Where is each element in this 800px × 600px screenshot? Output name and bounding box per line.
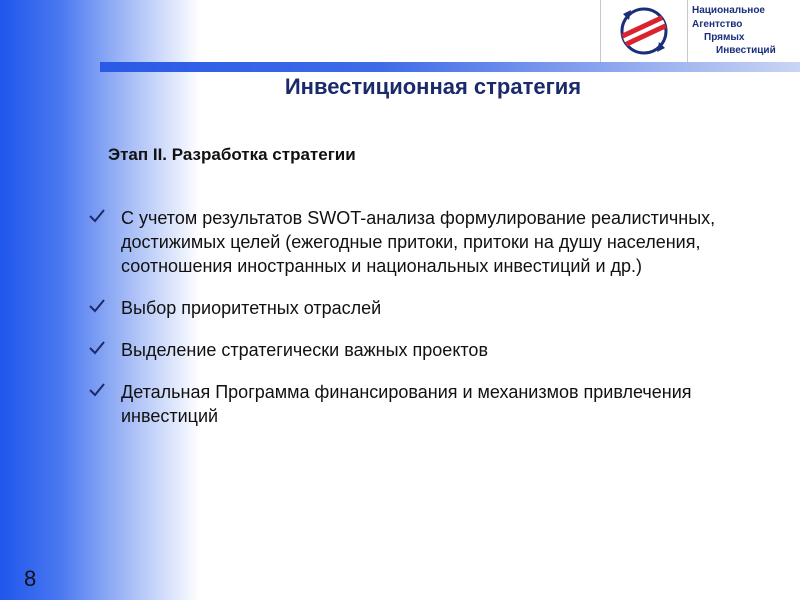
- checkmark-icon: [88, 381, 106, 399]
- stage-heading: Этап II. Разработка стратегии: [108, 145, 356, 164]
- bullet-text: С учетом результатов SWOT-анализа формулирование реалистичных, достижимых целей (ежегодные притоки, притоки на душу населения, соотношения иностранных и национальных инвестиций и др.): [121, 208, 716, 276]
- checkmark-icon: [88, 297, 106, 315]
- bullet-text: Выделение стратегически важных проектов: [121, 340, 489, 360]
- logo-text-line: Национальное: [692, 5, 765, 16]
- logo-text-line: Прямых: [704, 32, 745, 43]
- bullet-list: [88, 206, 728, 446]
- bullet-item: [88, 206, 728, 278]
- logo-text-line: Инвестиций: [716, 45, 776, 56]
- bullet-text: Выбор приоритетных отраслей: [121, 298, 382, 318]
- bullet-item: [88, 296, 728, 320]
- checkmark-icon: [88, 339, 106, 357]
- napi-emblem-icon: [601, 0, 687, 62]
- bullet-item: [88, 380, 728, 428]
- slide-title: Инвестиционная стратегия: [284, 74, 582, 99]
- page-number: 8: [24, 566, 37, 591]
- logo-emblem: [600, 0, 688, 62]
- bullet-text: Детальная Программа финансирования и механизмов привлечения инвестиций: [121, 382, 692, 426]
- header-divider-bar: [100, 62, 800, 72]
- bullet-item: [88, 338, 728, 362]
- logo-text-line: Агентство: [692, 19, 743, 30]
- checkmark-icon: [88, 207, 106, 225]
